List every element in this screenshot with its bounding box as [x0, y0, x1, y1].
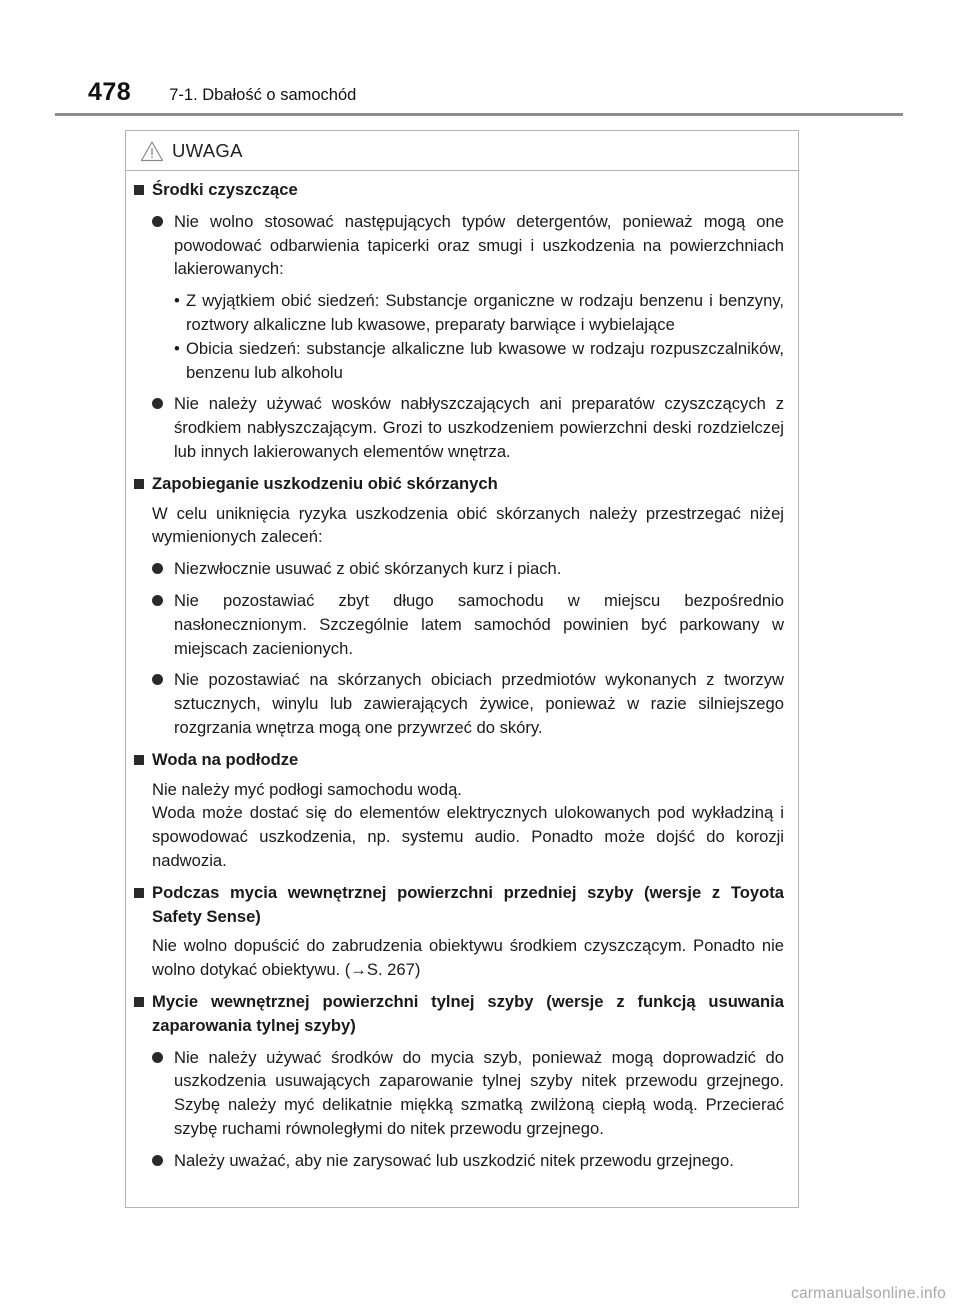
sub-list-item: • Z wyjątkiem obić siedzeń: Substancje organiczne w rodzaju benzenu i benzyny, roztwory alkaliczne lub kwasowe, preparaty barwiące i wybielające	[174, 291, 784, 334]
list-item: Nie należy używać środków do mycia szyb, ponieważ mogą doprowadzić do uszkodzenia usuwających zaparowanie tylnej szyby nitek przewodu grzejnego. Szybę należy myć delikatnie miękką szmatką zwilżoną ciepłą wodą. Przecierać szybę ruchami równoległymi do nitek przewodu grzejnego.	[152, 1046, 784, 1141]
list-item: Nie wolno stosować następujących typów detergentów, ponieważ mogą one powodować odbarwienia tapicerki oraz smugi i uszkodzenia na powierzchniach lakierowanych:	[152, 210, 784, 281]
square-bullet-icon	[134, 881, 152, 905]
list-item: Nie należy używać wosków nabłyszczających ani preparatów czyszczących z środkiem nabłyszczającym. Grozi to uszkodzeniem powierzchni deski rozdzielczej lub innych lakierowanych elementów wnętrza.	[152, 392, 784, 463]
warning-title: UWAGA	[172, 139, 243, 161]
section-heading: Zapobieganie uszkodzeniu obić skórzanych	[134, 472, 784, 496]
section-heading: Mycie wewnętrznej powierzchni tylnej szyby (wersje z funkcją usuwania zaparowania tylnej szyby)	[134, 990, 784, 1038]
circle-bullet-icon	[152, 589, 174, 613]
paragraph: W celu uniknięcia ryzyka uszkodzenia obić skórzanych należy przestrzegać niżej wymienionych zaleceń:	[152, 503, 784, 547]
paragraph: Nie wolno dopuścić do zabrudzenia obiektywu środkiem czyszczącym. Ponadto nie wolno dotykać obiektywu. (→S. 267)	[152, 936, 784, 980]
list-item: Nie pozostawiać na skórzanych obiciach przedmiotów wykonanych z tworzyw sztucznych, winylu lub zawierających żywice, ponieważ w razie silniejszego rozgrzania wnętrza mogą one przywrzeć do skóry.	[152, 668, 784, 739]
paragraph: Nie należy myć podłogi samochodu wodą.	[152, 779, 462, 799]
page-header	[88, 78, 356, 110]
sub-bullet-icon: •	[174, 338, 180, 358]
watermark: carmanualsonline.info	[791, 1285, 946, 1302]
header-divider	[55, 113, 903, 116]
square-bullet-icon	[134, 178, 152, 202]
section-heading: Woda na podłodze	[134, 748, 784, 772]
circle-bullet-icon	[152, 210, 174, 234]
section-heading: Środki czyszczące	[134, 178, 784, 202]
page-number: 478	[88, 78, 132, 106]
square-bullet-icon	[134, 748, 152, 772]
warning-content	[134, 178, 784, 1172]
section-title: 7-1. Dbałość o samochód	[169, 86, 357, 104]
circle-bullet-icon	[152, 1046, 174, 1070]
warning-header	[126, 131, 798, 171]
list-item: Niezwłocznie usuwać z obić skórzanych kurz i piach.	[152, 557, 784, 581]
circle-bullet-icon	[152, 557, 174, 581]
circle-bullet-icon	[152, 668, 174, 692]
sub-list-item: • Obicia siedzeń: substancje alkaliczne lub kwasowe w rodzaju rozpuszczalników, benzenu lub alkoholu	[174, 338, 784, 382]
circle-bullet-icon	[152, 1149, 174, 1173]
warning-triangle-icon	[140, 140, 164, 162]
paragraph: Woda może dostać się do elementów elektrycznych ulokowanych pod wykładziną i spowodować uszkodzenia, np. systemu audio. Ponadto może dojść do korozji nadwozia.	[152, 803, 784, 870]
sub-bullet-icon: •	[174, 291, 180, 311]
square-bullet-icon	[134, 990, 152, 1014]
warning-box	[125, 130, 799, 1208]
circle-bullet-icon	[152, 392, 174, 416]
list-item: Należy uważać, aby nie zarysować lub uszkodzić nitek przewodu grzejnego.	[152, 1149, 784, 1173]
square-bullet-icon	[134, 472, 152, 496]
section-heading: Podczas mycia wewnętrznej powierzchni przedniej szyby (wersje z Toyota Safety Sense)	[134, 881, 784, 929]
list-item: Nie pozostawiać zbyt długo samochodu w miejscu bezpośrednio nasłonecznionym. Szczególnie latem samochód powinien być parkowany w miejscach zacienionych.	[152, 589, 784, 660]
